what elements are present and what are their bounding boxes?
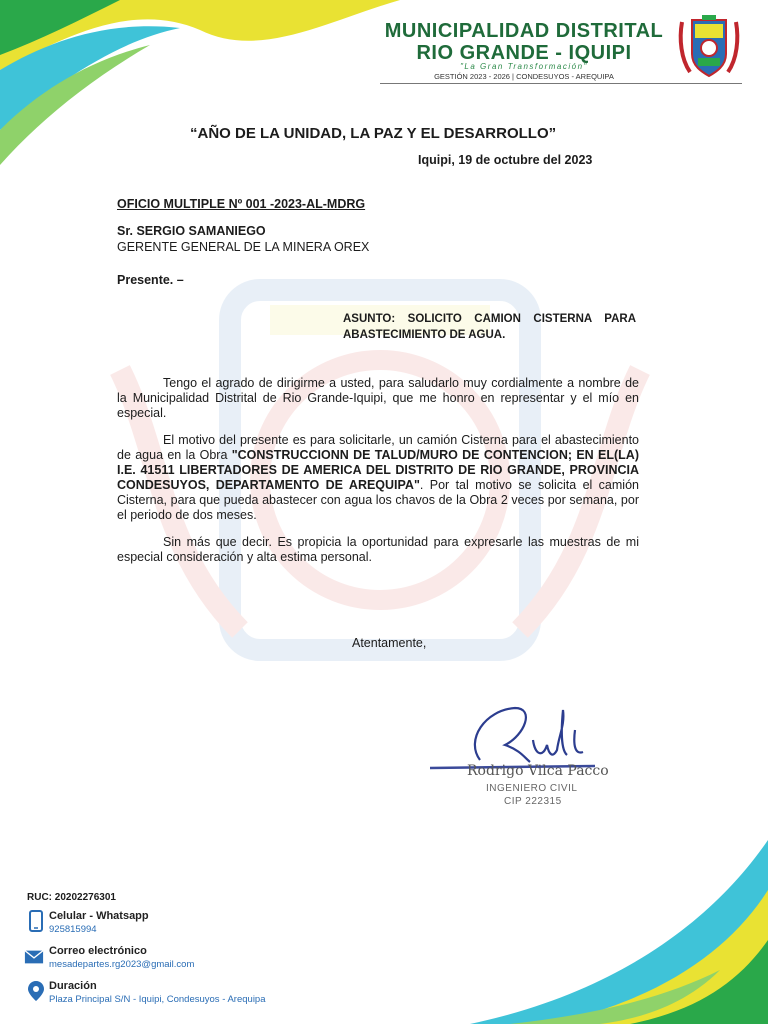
- municipality-title-line2: RIO GRANDE - IQUIPI: [416, 42, 632, 64]
- email-envelope-icon: [24, 946, 44, 968]
- address-label: Duración: [49, 980, 97, 992]
- paragraph-greeting-text: Tengo el agrado de dirigirme a usted, para saludarlo muy cordialmente a nombre de la Municipalidad Distrital de Rio Grande-Iquipi, que me honro en representar y el mío en especial.: [117, 376, 639, 420]
- recipient-name: Sr. SERGIO SAMANIEGO: [117, 224, 266, 238]
- recipient-role: GERENTE GENERAL DE LA MINERA OREX: [117, 240, 370, 254]
- paragraph-closing-text: Sin más que decir. Es propicia la oportunidad para expresarle las muestras de mi especial consideración y alta estima personal.: [117, 535, 639, 564]
- footer-swoosh-decoration: [300, 830, 768, 1024]
- municipality-title-line1: MUNICIPALIDAD DISTRITAL: [384, 20, 664, 42]
- paragraph-request: [117, 433, 639, 523]
- paragraph-request-end: . Por tal motivo se solicita el camión Cisterna, para que pueda abastecer con agua los chavos de la Obra 2 veces por semana, por el periodo de dos meses.: [117, 478, 639, 522]
- municipality-slogan: "La Gran Transformación": [460, 62, 588, 71]
- phone-label: Celular - Whatsapp: [49, 910, 149, 922]
- paragraph-closing: [117, 535, 639, 565]
- location-pin-icon: [26, 980, 46, 1002]
- municipal-crest-icon: [676, 14, 742, 80]
- salutation: Presente. –: [117, 273, 184, 287]
- paragraph-greeting: [117, 376, 639, 421]
- email-value[interactable]: mesadepartes.rg2023@gmail.com: [49, 959, 195, 970]
- address-value: Plaza Principal S/N - Iquipi, Condesuyos - Arequipa: [49, 994, 266, 1005]
- year-motto: “AÑO DE LA UNIDAD, LA PAZ Y EL DESARROLLO”: [190, 125, 557, 142]
- header-divider: [380, 83, 742, 84]
- letter-date: Iquipi, 19 de octubre del 2023: [418, 153, 593, 167]
- signer-name: Rodrigo Vilca Pacco: [467, 763, 609, 779]
- oficio-number: OFICIO MULTIPLE Nº 001 -2023-AL-MDRG: [117, 197, 366, 211]
- paragraph-request-start: El motivo del presente es para solicitarle, un camión Cisterna para el abastecimiento de agua en la Obra: [117, 433, 639, 462]
- closing-phrase: Atentamente,: [352, 636, 427, 650]
- ruc-number: RUC: 20202276301: [27, 892, 116, 903]
- header-swoosh-decoration: [0, 0, 420, 170]
- mobile-phone-icon: [26, 910, 46, 932]
- municipality-period: GESTIÓN 2023 - 2026 | CONDESUYOS - AREQUIPA: [434, 72, 614, 81]
- email-label: Correo electrónico: [49, 945, 147, 957]
- signer-cip: CIP 222315: [504, 796, 562, 807]
- signer-title: INGENIERO CIVIL: [486, 783, 578, 794]
- phone-value[interactable]: 925815994: [49, 924, 97, 935]
- paragraph-request-project: "CONSTRUCCIONN DE TALUD/MURO DE CONTENCION; EN EL(LA) I.E. 41511 LIBERTADORES DE AMERICA DEL DISTRITO DE RIO GRANDE, PROVINCIA CONDESUYOS, DEPARTAMENTO DE AREQUIPA": [117, 448, 639, 492]
- municipality-title: [370, 20, 678, 64]
- subject-line: ASUNTO: SOLICITO CAMION CISTERNA PARA ABASTECIMIENTO DE AGUA.: [343, 313, 636, 341]
